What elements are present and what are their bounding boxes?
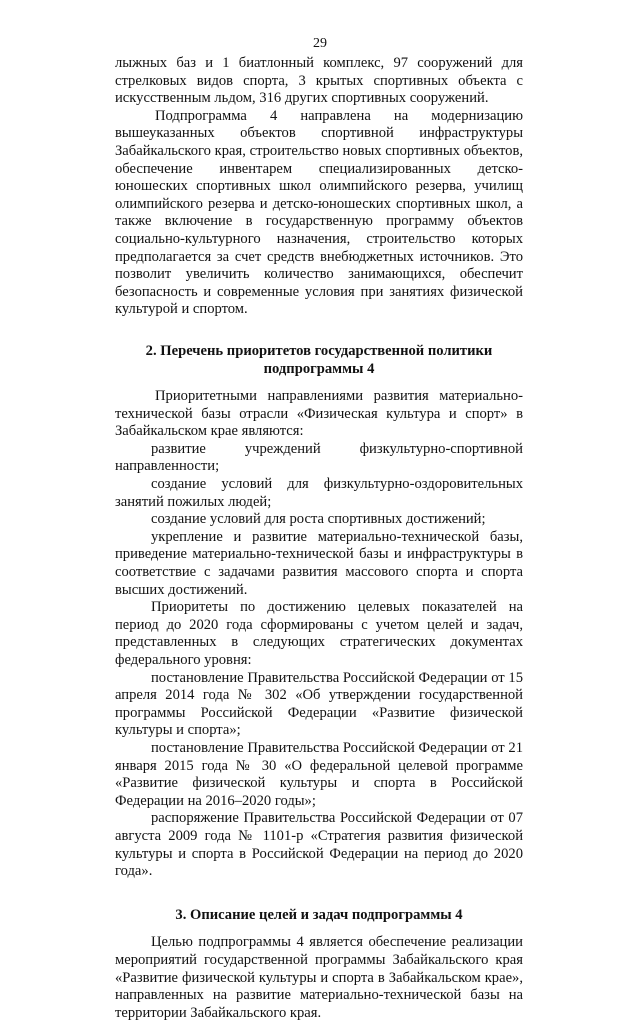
list-item-document-1: постановление Правительства Российской Федерации от 15 апреля 2014 года № 302 «Об утверждении государственной программы Российской Федерации «Развитие физической культуры и спорта»; — [115, 669, 523, 739]
list-item-priority-1: развитие учреждений физкультурно-спортивной направленности; — [115, 440, 523, 475]
list-item-document-3: распоряжение Правительства Российской Федерации от 07 августа 2009 года № 1101-р «Стратегия развития физической культуры и спорта в Российской Федерации на период до 2020 года». — [115, 810, 523, 880]
paragraph-target-priorities: Приоритеты по достижению целевых показателей на период до 2020 года сформированы с учетом целей и задач, представленных в следующих стратегических документах федерального уровня: — [115, 599, 523, 668]
page-number: 29 — [313, 36, 327, 51]
section-2-heading: 2. Перечень приоритетов государственной политики подпрограммы 4 — [145, 342, 493, 377]
list-item-priority-2: создание условий для физкультурно-оздоровительных занятий пожилых людей; — [115, 476, 523, 510]
list-item-document-2: постановление Правительства Российской Федерации от 21 января 2015 года № 30 «О федеральной целевой программе «Развитие физической культуры и спорта в Российской Федерации на 2016–2020 годы»; — [115, 739, 523, 809]
section-3-heading: 3. Описание целей и задач подпрограммы 4 — [175, 906, 463, 923]
list-item-priority-3: создание условий для роста спортивных достижений; — [151, 511, 486, 528]
paragraph-intro-continuation: лыжных баз и 1 биатлонный комплекс, 97 сооружений для стрелковых видов спорта, 3 крытых спортивных объекта с искусственным льдом, 316 других спортивных сооружений. — [115, 55, 523, 107]
paragraph-subprogram-goal: Подпрограмма 4 направлена на модернизацию вышеуказанных объектов спортивной инфраструктуры Забайкальского края, строительство новых спортивных объектов, обеспечение инвентарем специализированных детско-юношеских спортивных школ олимпийского резерва, училищ олимпийского резерва и детско-юношеских спортивных школ, а также включение в государственную программу объектов социально-культурного назначения, строительство которых предполагается за счет средств внебюджетных источников. Это позволит увеличить количество занимающихся, обеспечит безопасность и современные условия при занятиях физической культурой и спортом. — [115, 107, 523, 318]
list-item-priority-4: укрепление и развитие материально-технической базы, приведение материально-технической базы и инфраструктуры в соответствие с задачами развития массового спорта и спорта высших достижений. — [115, 528, 523, 598]
paragraph-priorities-intro: Приоритетными направлениями развития материально-технической базы отрасли «Физическая культура и спорт» в Забайкальском крае являются: — [115, 388, 523, 440]
page-body — [115, 55, 523, 1022]
paragraph-goals-description: Целью подпрограммы 4 является обеспечение реализации мероприятий государственной программы Забайкальского края «Развитие физической культуры и спорта в Забайкальском крае», направленных на развитие материально-технической базы на территории Забайкальского края. — [115, 934, 523, 1021]
